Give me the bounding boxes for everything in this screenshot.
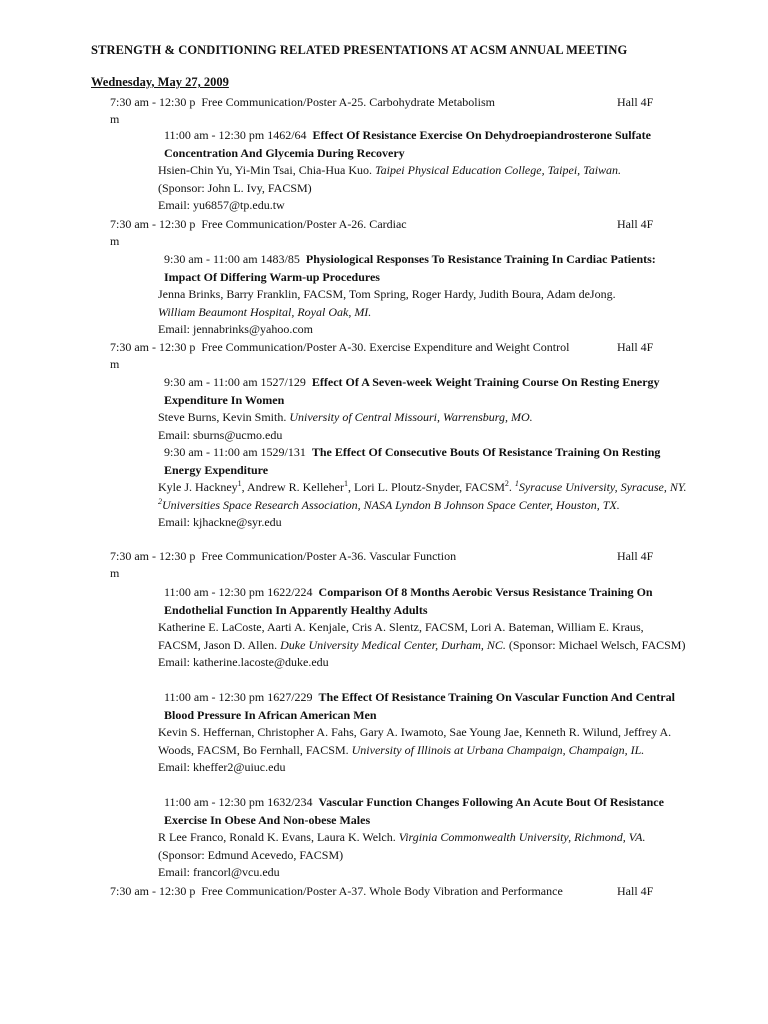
session-hall: Hall 4F: [617, 340, 654, 354]
presentation-authors: Hsien-Chin Yu, Yi-Min Tsai, Chia-Hua Kuo.: [158, 163, 373, 177]
presentation-title: Physiological Responses To Resistance Training In Cardiac Patients: Impact Of Differing Warm-up Procedures: [164, 252, 656, 284]
presentation-institution: Virginia Commonwealth University, Richmond, VA.: [398, 830, 646, 844]
session-time: 7:30 am - 12:30 p: [110, 340, 196, 354]
presentation-title: The Effect Of Consecutive Bouts Of Resistance Training On Resting Energy Expenditure: [164, 445, 661, 477]
presentation-email: Email: yu6857@tp.edu.tw: [158, 198, 285, 212]
presentation-authors: Jenna Brinks, Barry Franklin, FACSM, Tom Spring, Roger Hardy, Judith Boura, Adam deJong.: [158, 287, 616, 301]
session-time: 7:30 am - 12:30 p: [110, 884, 196, 898]
presentation-title: Vascular Function Changes Following An Acute Bout Of Resistance Exercise In Obese And Non-obese Males: [164, 795, 664, 827]
session-hall: Hall 4F: [617, 884, 654, 898]
session-a30: [110, 339, 655, 373]
session-hall: Hall 4F: [617, 217, 654, 231]
presentation-email: Email: francorl@vcu.edu: [158, 865, 280, 879]
presentation-title: Effect Of Resistance Exercise On Dehydroepiandrosterone Sulfate Concentration And Glycemia During Recovery: [164, 128, 651, 160]
session-description: Free Communication/Poster A-30. Exercise Expenditure and Weight Control: [201, 340, 570, 354]
session-time-wrap: m: [110, 234, 120, 248]
presentation-institution: University of Illinois at Urbana Champaign, Champaign, IL.: [351, 742, 645, 757]
presentation-authors: Steve Burns, Kevin Smith.: [158, 410, 287, 424]
presentation-email: Email: kjhackne@syr.edu: [158, 515, 282, 529]
session-a25: [110, 94, 655, 128]
presentation-1527: [158, 374, 688, 444]
session-time: 7:30 am - 12:30 p: [110, 549, 196, 563]
presentation-authors: R Lee Franco, Ronald K. Evans, Laura K. Welch.: [158, 830, 396, 844]
presentation-time: 11:00 am - 12:30 pm 1632/234: [164, 795, 313, 809]
presentation-title: Comparison Of 8 Months Aerobic Versus Resistance Training On Endothelial Function In Apparently Healthy Adults: [164, 585, 653, 617]
session-time-wrap: m: [110, 112, 120, 126]
session-a36: [110, 548, 655, 582]
presentation-sponsor: (Sponsor: Michael Welsch, FACSM): [508, 637, 686, 652]
presentation-1632: [158, 794, 688, 882]
presentation-institution: William Beaumont Hospital, Royal Oak, MI.: [158, 304, 372, 319]
session-time: 7:30 am - 12:30 p: [110, 95, 196, 109]
presentation-institution: Duke University Medical Center, Durham, NC.: [280, 637, 506, 652]
presentation-email: Email: katherine.lacoste@duke.edu: [158, 655, 329, 669]
presentation-institution: Taipei Physical Education College, Taipei, Taiwan.: [375, 163, 622, 177]
session-hall: Hall 4F: [617, 95, 654, 109]
presentation-time: 11:00 am - 12:30 pm 1622/224: [164, 585, 313, 599]
presentation-time: 11:00 am - 12:30 pm 1627/229: [164, 690, 313, 704]
presentation-1483: [158, 251, 688, 339]
presentation-time: 9:30 am - 11:00 am 1527/129: [164, 375, 306, 389]
presentation-sponsor: (Sponsor: Edmund Acevedo, FACSM): [158, 847, 344, 862]
session-hall: Hall 4F: [617, 549, 654, 563]
session-time-wrap: m: [110, 357, 120, 371]
presentation-title: The Effect Of Resistance Training On Vascular Function And Central Blood Pressure In African American Men: [164, 690, 675, 722]
presentation-email: Email: sburns@ucmo.edu: [158, 427, 283, 442]
presentation-time: 9:30 am - 11:00 am 1483/85: [164, 252, 300, 266]
presentation-1627: [158, 689, 688, 777]
presentation-institution: University of Central Missouri, Warrensburg, MO.: [289, 410, 533, 424]
presentation-time: 11:00 am - 12:30 pm 1462/64: [164, 128, 307, 142]
presentation-title: Effect Of A Seven-week Weight Training Course On Resting Energy Expenditure In Women: [164, 375, 660, 407]
presentation-email: Email: kheffer2@uiuc.edu: [158, 760, 286, 774]
document-title: STRENGTH & CONDITIONING RELATED PRESENTATIONS AT ACSM ANNUAL MEETING: [91, 43, 628, 57]
presentation-1622: [158, 584, 688, 672]
presentation-authors: Kevin S. Heffernan, Christopher A. Fahs, Gary A. Iwamoto, Sae Young Jae, Kenneth R. Wilund, Jeffrey A. Woods, FACSM, Bo Fernhall, FACSM.: [158, 725, 672, 757]
presentation-1529: [158, 444, 688, 532]
presentation-authors: Kyle J. Hackney$^1$, Andrew R. Kelleher$^1$, Lori L. Ploutz-Snyder, FACSM$^2$. $^1$Syracuse University, Syracuse, NY. $^2$Universities Space Research Association, NASA Lyndon B Johnson Space Center, Houston, TX.: [158, 479, 687, 512]
session-description: Free Communication/Poster A-37. Whole Body Vibration and Performance: [201, 884, 563, 898]
session-description: Free Communication/Poster A-25. Carbohydrate Metabolism: [201, 95, 495, 109]
presentation-time: 9:30 am - 11:00 am 1529/131: [164, 445, 306, 459]
session-description: Free Communication/Poster A-26. Cardiac: [201, 217, 407, 231]
day-heading: Wednesday, May 27, 2009: [91, 75, 229, 89]
presentation-sponsor: (Sponsor: John L. Ivy, FACSM): [158, 180, 312, 195]
presentation-authors: Katherine E. LaCoste, Aarti A. Kenjale, Cris A. Slentz, FACSM, Lori A. Bateman, William E. Kraus, FACSM, Jason D. Allen.: [158, 620, 644, 652]
presentation-email: Email: jennabrinks@yahoo.com: [158, 322, 314, 336]
session-a26: [110, 216, 655, 250]
session-a37: [110, 883, 655, 900]
session-time: 7:30 am - 12:30 p: [110, 217, 196, 231]
session-description: Free Communication/Poster A-36. Vascular Function: [201, 549, 457, 563]
presentation-institution: $^1$Syracuse University, Syracuse, NY. $^2$Universities Space Research Association, NASA Lyndon B Johnson Space Center, Houston, TX.: [158, 479, 687, 512]
presentation-1462: [158, 127, 688, 215]
session-time-wrap: m: [110, 566, 120, 580]
